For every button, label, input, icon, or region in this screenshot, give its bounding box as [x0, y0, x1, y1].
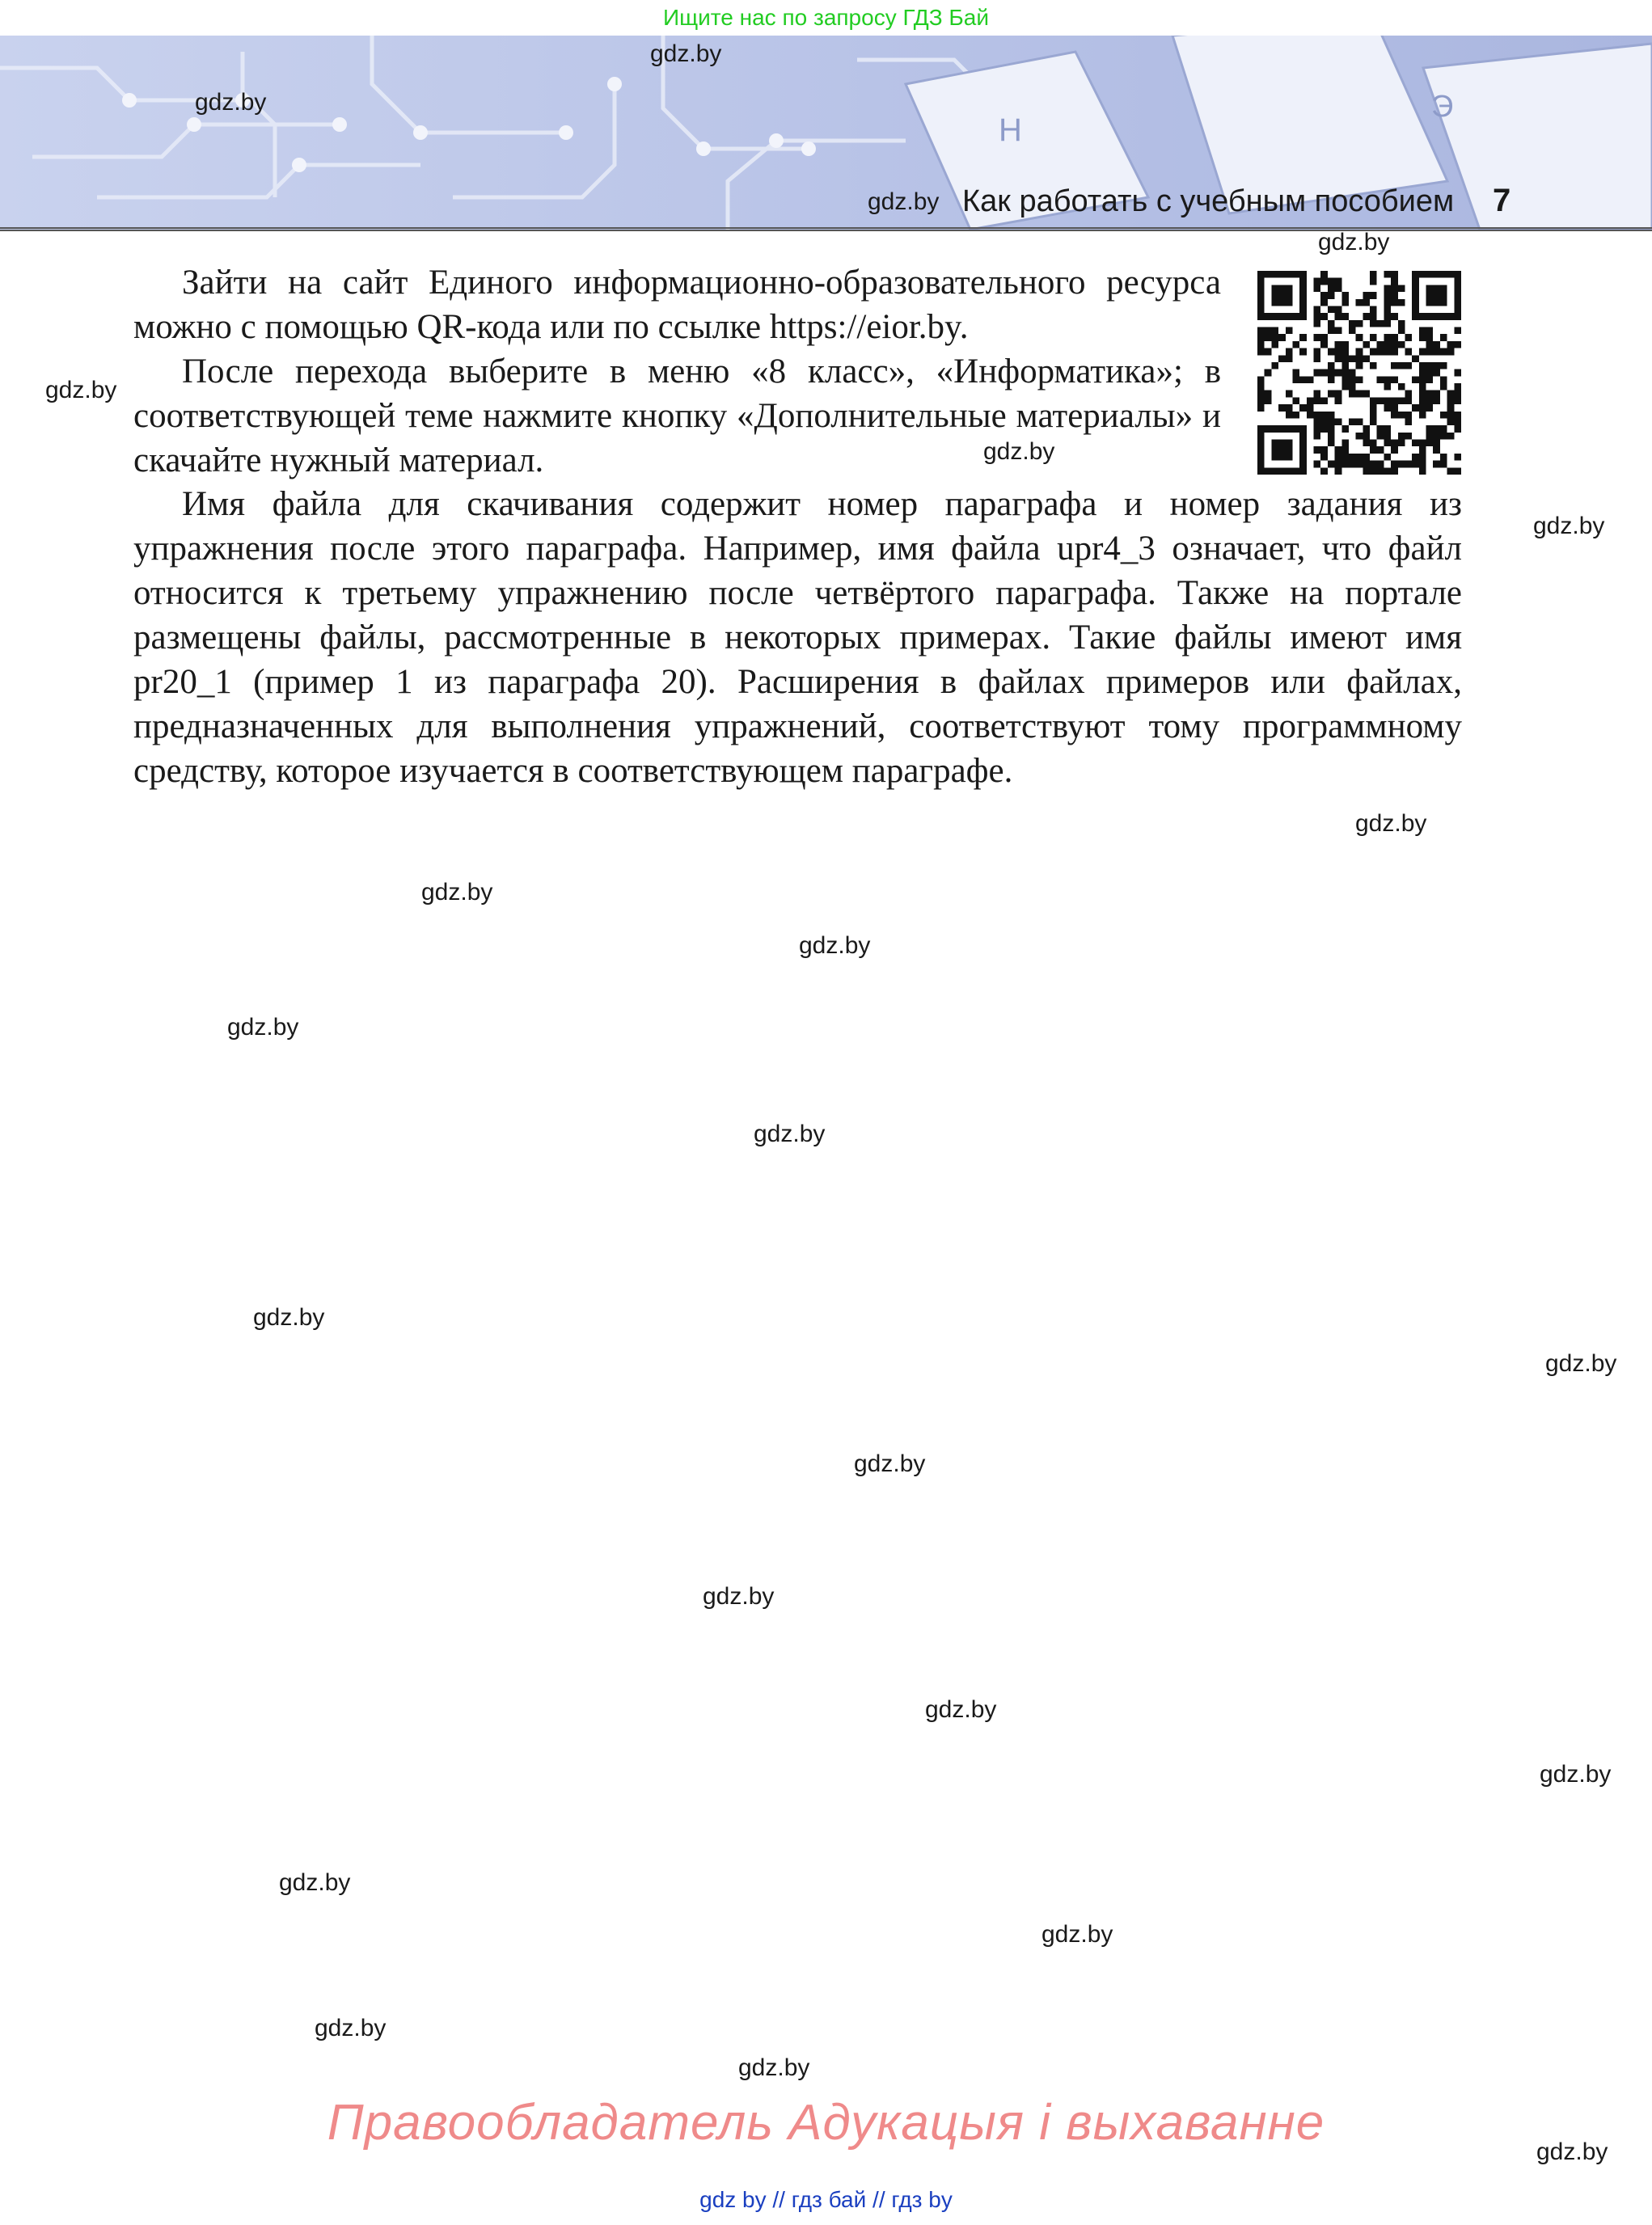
- qr-code-image: [1257, 271, 1461, 475]
- watermark: gdz.by: [925, 1696, 997, 1723]
- watermark: gdz.by: [854, 1450, 926, 1477]
- paragraph-3: [133, 482, 1462, 793]
- footer-links[interactable]: gdz by // гдз бай // гдз by: [699, 2187, 953, 2212]
- watermark: gdz.by: [799, 932, 871, 959]
- watermark: gdz.by: [227, 1014, 299, 1041]
- watermark: gdz.by: [1355, 810, 1427, 837]
- header-banner: [0, 36, 1652, 231]
- svg-text:H: H: [999, 112, 1022, 148]
- watermark: gdz.by: [45, 377, 117, 403]
- watermark: gdz.by: [983, 438, 1055, 465]
- watermark: gdz.by: [1533, 513, 1605, 539]
- watermark: gdz.by: [195, 89, 267, 116]
- paragraph-1: [133, 260, 1221, 349]
- paragraph-2: [133, 349, 1221, 483]
- watermark: gdz.by: [279, 1869, 351, 1896]
- watermark: gdz.by: [315, 2015, 387, 2041]
- paragraph-2-text: После перехода выберите в меню «8 класс», «Информатика»; в соответствующей теме нажмите кнопку «Дополнительные материалы» и скачайте нужный материал.: [133, 353, 1221, 479]
- watermark: gdz.by: [1318, 229, 1390, 255]
- watermark: gdz.by: [703, 1583, 775, 1610]
- paragraph-3-text: Имя файла для скачивания содержит номер параграфа и номер задания из упражнения после этого параграфа. Например, имя файла upr4_3 означает, что файл относится к третьему упражнению после четвёртого параграфа. Также на портале размещены файлы, рассмотренные в некоторых примерах. Такие файлы имеют имя pr20_1 (пример 1 из параграфа 20). Расширения в файлах примеров или файлах, предназначенных для выполнения упражнений, соответствуют тому программному средству, которое изучается в соответствующем параграфе.: [133, 485, 1462, 790]
- watermark: gdz.by: [421, 879, 493, 906]
- paragraph-1-text: Зайти на сайт Единого информационно-образовательного ресурса можно с помощью QR-кода или по ссылке https://eior.by.: [133, 264, 1221, 346]
- watermark: gdz.by: [253, 1304, 325, 1331]
- watermark: gdz.by: [650, 40, 722, 67]
- page-number: 7: [1493, 183, 1511, 218]
- header-title: Как работать с учебным пособием: [962, 184, 1455, 218]
- watermark: gdz.by: [1545, 1350, 1617, 1377]
- top-ad-text[interactable]: Ищите нас по запросу ГДЗ Бай: [662, 5, 990, 30]
- watermark: gdz.by: [868, 188, 940, 215]
- watermark: gdz.by: [1041, 1921, 1113, 1948]
- watermark: gdz.by: [738, 2054, 810, 2081]
- watermark: gdz.by: [1536, 2138, 1608, 2165]
- svg-text:Э: Э: [1431, 90, 1454, 124]
- watermark: gdz.by: [754, 1121, 826, 1147]
- watermark: gdz.by: [1540, 1761, 1612, 1788]
- rights-holder-notice: Правообладатель Адукацыя і выхаванне: [327, 2095, 1325, 2151]
